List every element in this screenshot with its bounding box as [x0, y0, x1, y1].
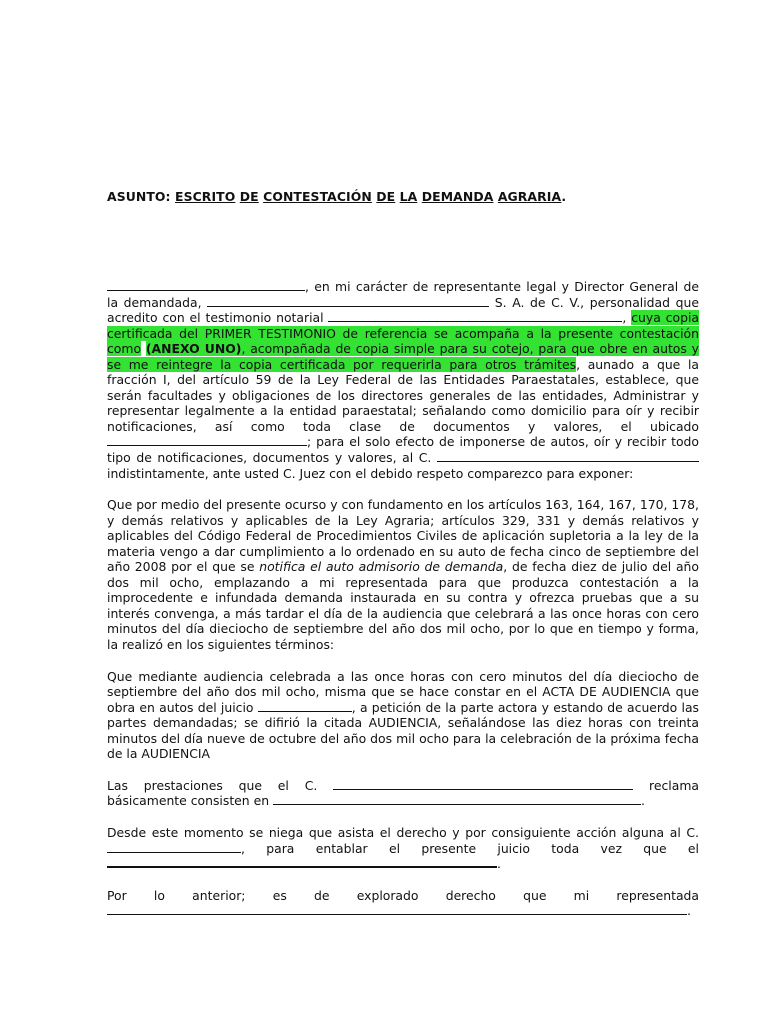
intro-text-f: indistintamente, ante usted C. Juez con el debido respeto comparezco para exponer:: [107, 465, 634, 481]
blank-line-case: [258, 701, 352, 712]
blank-line-authorized: [437, 451, 699, 462]
paragraph-hearing: [107, 669, 699, 762]
blank-line-testimony: [328, 311, 622, 322]
subject-word: DE: [376, 189, 396, 204]
subject-word: AGRARIA: [497, 189, 562, 204]
blank-line-plaintiff: [333, 779, 633, 790]
paragraph-basis: [107, 497, 699, 652]
subject-end: .: [561, 189, 567, 204]
paragraph-intro: [107, 279, 699, 481]
subject-line: [107, 189, 566, 204]
basis-italic: notifica el auto admisorio de demanda: [259, 559, 504, 575]
conclusion-text-a: Por lo anterior; es de explorado derecho que mi representada: [107, 887, 699, 903]
blank-line-reason: [107, 856, 497, 868]
intro-text-d: , aunado a que la fracción I, del artículo 59 de la Ley Federal de las Entidades Paraestatales, establece, que serán facultades y obligaciones de los directores generales de las entidades, Administrar y representar legalmente a la entidad paraestatal; señalando como domicilio para oír y recibir notificaciones, así como toda clase de documentos y valores, el ubicado: [107, 356, 699, 434]
basis-text-b: , de fecha diez de julio del año dos mil ocho, emplazando a mi representada para que produzca contestación a la improcedente e infundada demanda instaurada en su contra y ofrezca pruebas que a su interés convenga, a más tardar el día de la audiencia que celebrará a las once horas con cero minutos del día dieciocho de septiembre del año dos mil ocho, por lo que en tiempo y forma, la realizó en los siguientes términos:: [107, 559, 699, 653]
intro-text-a: , en mi carácter de representante legal y Director General de la demandada,: [107, 279, 699, 310]
blank-line-claims: [273, 794, 641, 805]
intro-text-c: ,: [622, 310, 627, 326]
denial-text-b: , para entablar el presente juicio toda vez que el: [241, 840, 699, 856]
blank-line-address: [107, 435, 307, 446]
hearing-text-a: Que mediante audiencia celebrada a las once horas con cero minutos del día dieciocho de septiembre del año dos mil ocho, misma que se hace constar en el ACTA DE AUDIENCIA que obra en autos del juicio: [107, 668, 699, 715]
claims-text-a: Las prestaciones que el C.: [107, 777, 318, 793]
subject-word: LA: [399, 189, 418, 204]
blank-line-name: [107, 280, 305, 291]
conclusion-text-b: .: [687, 903, 691, 919]
denial-text-a: Desde este momento se niega que asista el derecho y por consiguiente acción alguna al C.: [107, 824, 699, 840]
subject-word: DEMANDA: [421, 189, 494, 204]
paragraph-denial: [107, 825, 699, 872]
subject-label: ASUNTO:: [107, 189, 171, 204]
intro-text-b: S. A. de C. V., personalidad que acredito con el testimonio notarial: [107, 294, 699, 326]
blank-line-claimant: [107, 842, 241, 853]
highlight-copy: cuya copia certificada del PRIMER TESTIMONIO de referencia se acompaña a la presente contestación como: [107, 310, 699, 357]
intro-text-e: ; para el solo efecto de imponerse de autos, oír y recibir todo tipo de notificaciones, documentos y valores, al C.: [107, 434, 699, 466]
claims-text-b: reclama básicamente consisten en: [107, 777, 699, 809]
hearing-text-b: , a petición de la parte actora y estando de acuerdo las partes demandadas; se difirió la citada AUDIENCIA, señalándose las diez horas con treinta minutos del día nueve de octubre del año dos mil ocho para la celebración de la próxima fecha de la AUDIENCIA: [107, 699, 699, 762]
blank-line-conclusion: [107, 904, 687, 915]
document-body: [107, 279, 699, 935]
highlight-return: , acompañada de copia simple para su cotejo, para que obre en autos y se me reintegre la copia certificada por requerirla para otros trámites: [107, 341, 699, 372]
claims-text-c: .: [641, 793, 645, 809]
subject-word: ESCRITO: [175, 189, 236, 204]
blank-line-company: [207, 296, 489, 307]
subject-word: CONTESTACIÓN: [263, 189, 372, 204]
paragraph-conclusion: [107, 888, 699, 919]
basis-text-a: Que por medio del presente ocurso y con fundamento en los artículos 163, 164, 167, 170, 178, y demás relativos y aplicables de la Ley Agraria; artículos 329, 331 y demás relativos y aplicables del Código Federal de Procedimientos Civiles de aplicación supletoria a la ley de la materia vengo a dar cumplimiento a lo ordenado en su auto de fecha cinco de septiembre del año 2008 por el que se: [107, 497, 699, 575]
denial-text-c: .: [497, 856, 501, 872]
paragraph-claims: [107, 778, 699, 809]
subject-word: DE: [239, 189, 259, 204]
annex-label: (ANEXO UNO): [145, 341, 242, 357]
